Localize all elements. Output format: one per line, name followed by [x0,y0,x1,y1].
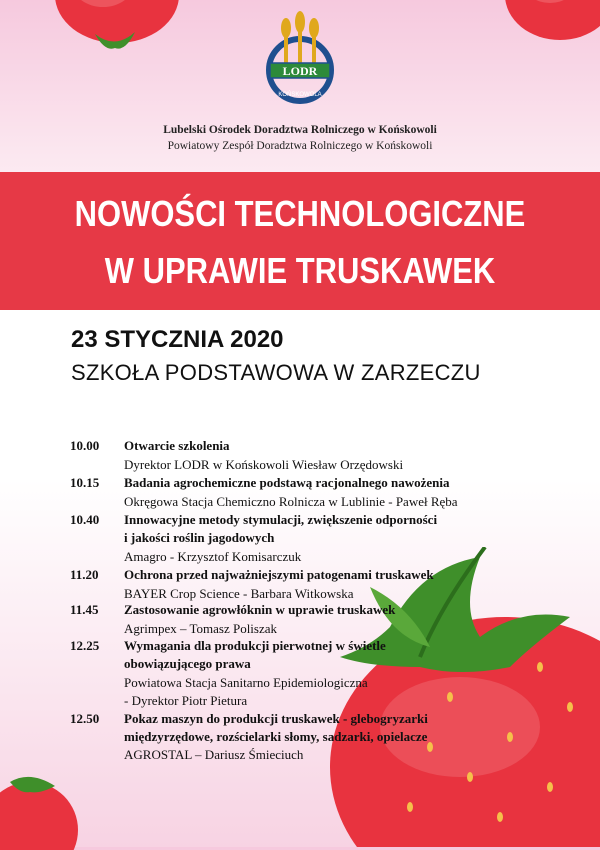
agenda-time: 11.45 [70,602,99,617]
agenda-time: 12.25 [70,638,100,653]
agenda-title: Badania agrochemiczne podstawą racjonalnego nawożenia [124,475,450,490]
agenda-title-line2: międzyrzędowe, rozścielarki słomy, sadzarki, opielacze [124,729,428,744]
agenda-title: Pokaz maszyn do produkcji truskawek - glebogryzarki [124,711,428,726]
event-date: 23 STYCZNIA 2020 [71,326,284,353]
agenda-title: Wymagania dla produkcji pierwotnej w świetle [124,638,386,653]
agenda-title: Ochrona przed najważniejszymi patogenami truskawek [124,567,434,582]
agenda-speaker: BAYER Crop Science - Barbara Witkowska [124,586,354,601]
agenda-speaker: AGROSTAL – Dariusz Śmieciuch [124,747,304,762]
agenda-time: 12.50 [70,711,100,726]
strawberry-bottom-left-image [0,760,90,850]
logo-ring-text: KOŃSKOWOLA [278,92,322,98]
strawberry-top-right-image [500,0,600,45]
agenda-time: 10.40 [70,512,100,527]
org-name-line1: Lubelski Ośrodek Doradztwa Rolniczego w Końskowoli [163,124,437,136]
agenda-time: 10.00 [70,438,100,453]
agenda-speaker: Dyrektor LODR w Końskowoli Wiesław Orzędowski [124,457,404,472]
logo-text: LODR [282,64,318,78]
agenda-title: Innowacyjne metody stymulacji, zwiększenie odporności [124,512,438,527]
title-line2: W UPRAWIE TRUSKAWEK [104,250,496,291]
agenda-speaker: Amagro - Krzysztof Komisarczuk [124,549,302,564]
title-line1: NOWOŚCI TECHNOLOGICZNE [74,193,526,234]
agenda-title: Zastosowanie agrowłóknin w uprawie truskawek [124,602,396,617]
agenda-title-line2: obowiązującego prawa [124,656,251,671]
agenda-time: 11.20 [70,567,99,582]
agenda-speaker: Okręgowa Stacja Chemiczno Rolnicza w Lublinie - Paweł Ręba [124,494,458,509]
agenda-title: Otwarcie szkolenia [124,438,230,453]
agenda-speaker-line2: - Dyrektor Piotr Pietura [124,693,248,708]
event-place: SZKOŁA PODSTAWOWA W ZARZECZU [71,360,481,385]
agenda-speaker: Powiatowa Stacja Sanitarno Epidemiologiczna [124,675,368,690]
strawberry-top-left-image [55,0,195,50]
org-name-line2: Powiatowy Zespół Doradztwa Rolniczego w Końskowoli [167,140,433,152]
agenda-time: 10.15 [70,475,100,490]
agenda-title-line2: i jakości roślin jagodowych [124,530,275,545]
lodr-logo [264,10,336,106]
agenda-speaker: Agrimpex – Tomasz Poliszak [124,621,278,636]
